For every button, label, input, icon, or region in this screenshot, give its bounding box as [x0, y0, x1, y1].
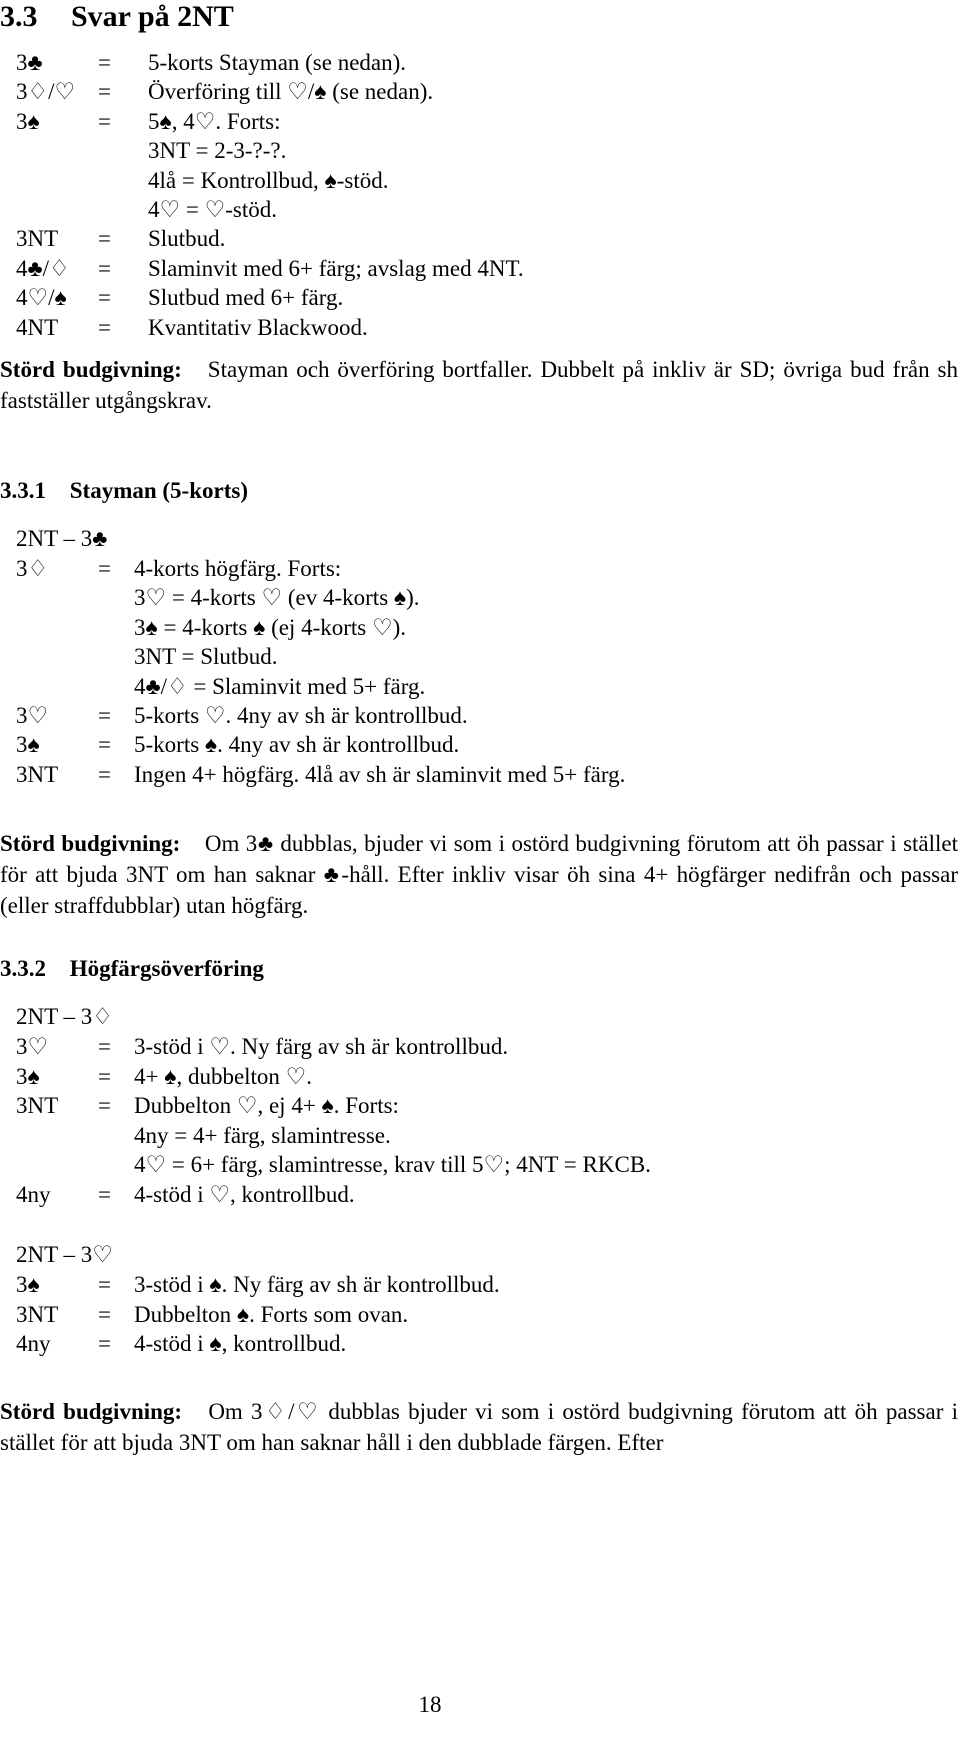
- section-number: 3.3: [0, 0, 38, 33]
- continuation-cell: 3♡ = 4-korts ♡ (ev 4-korts ♠).: [134, 585, 420, 611]
- bid-cell: 3NT: [16, 761, 59, 787]
- continuation-cell: 4ny = 4+ färg, slamintresse.: [134, 1122, 391, 1148]
- equals-cell: =: [98, 50, 111, 75]
- meaning-cell: 5-korts ♡. 4ny av sh är kontrollbud.: [134, 703, 468, 728]
- continuation-cell: 3NT = 2-3-?-?.: [148, 138, 287, 164]
- bid-cell: 3♠: [16, 108, 40, 134]
- equals-cell: =: [98, 1331, 111, 1357]
- interference-paragraph-3: [0, 1396, 958, 1458]
- meaning-cell: Dubbelton ♡, ej 4+ ♠. Forts:: [134, 1093, 399, 1119]
- meaning-cell: Slutbud med 6+ färg.: [148, 285, 344, 311]
- continuation-cell: 4♡ = 6+ färg, slamintresse, krav till 5♡; 4NT = RKCB.: [134, 1152, 651, 1178]
- bid-cell: 3NT: [16, 226, 59, 252]
- meaning-cell: 4-korts högfärg. Forts:: [134, 556, 342, 581]
- equals-cell: =: [98, 79, 111, 105]
- meaning-cell: 5♠, 4♡. Forts:: [148, 108, 281, 134]
- subsection-number: 3.3.2: [0, 956, 46, 981]
- bid-cell: 3NT: [16, 1301, 59, 1327]
- equals-cell: =: [98, 1301, 111, 1327]
- meaning-cell: Slutbud.: [148, 226, 226, 252]
- subsection-heading-stayman: [0, 478, 248, 504]
- equals-cell: =: [98, 255, 111, 281]
- interference-paragraph-1: [0, 354, 958, 416]
- meaning-cell: 5-korts ♠. 4ny av sh är kontrollbud.: [134, 732, 460, 758]
- interference-text: Stayman och överföring bortfaller. Dubbelt på inkliv är SD; övriga bud från sh fastställer utgångskrav.: [0, 357, 958, 413]
- bid-cell: 4♡/♠: [16, 285, 67, 311]
- continuation-cell: 3NT = Slutbud.: [134, 644, 278, 670]
- equals-cell: =: [98, 556, 111, 581]
- equals-cell: =: [98, 732, 111, 758]
- interference-paragraph-2: [0, 828, 958, 921]
- meaning-cell: 3-stöd i ♡. Ny färg av sh är kontrollbud.: [134, 1034, 509, 1059]
- meaning-cell: 5-korts Stayman (se nedan).: [148, 50, 407, 75]
- equals-cell: =: [98, 703, 111, 728]
- bid-cell: 4NT: [16, 314, 59, 340]
- page-number: 18: [418, 1692, 442, 1717]
- subsection-heading-transfer: [0, 956, 264, 982]
- meaning-cell: Överföring till ♡/♠ (se nedan).: [148, 79, 434, 105]
- interference-label: Störd budgivning:: [0, 1399, 183, 1424]
- subsection-title: Högfärgsöverföring: [69, 956, 264, 981]
- bid-cell: 4♣/♢: [16, 255, 70, 281]
- equals-cell: =: [98, 108, 111, 134]
- bid-cell: 3NT: [16, 1093, 59, 1119]
- bid-cell: 3♡: [16, 703, 49, 728]
- continuation-cell: 4lå = Kontrollbud, ♠-stöd.: [148, 167, 389, 193]
- equals-cell: =: [98, 761, 111, 787]
- bid-sequence: 2NT – 3♡: [16, 1242, 113, 1267]
- interference-text: Om 3♣ dubblas, bjuder vi som i ostörd budgivning förutom att öh passar i stället för att bjuda 3NT om han saknar ♣-håll. Efter inkliv visar öh sina 4+ högfärger nedifrån och passar (eller straffdubblar) utan högfärg.: [0, 831, 958, 918]
- equals-cell: =: [98, 1063, 111, 1089]
- bid-cell: 3♠: [16, 1272, 40, 1297]
- interference-text: Om 3♢/♡ dubblas bjuder vi som i ostörd budgivning förutom att öh passar i stället för att bjuda 3NT om han saknar håll i den dubblade färgen. Efter: [0, 1399, 958, 1455]
- bid-sequence: 2NT – 3♢: [16, 1004, 113, 1029]
- equals-cell: =: [98, 1182, 111, 1207]
- bid-sequence: 2NT – 3♣: [16, 526, 108, 551]
- meaning-cell: 4-stöd i ♠, kontrollbud.: [134, 1331, 347, 1357]
- meaning-cell: Ingen 4+ högfärg. 4lå av sh är slaminvit med 5+ färg.: [134, 761, 626, 787]
- interference-label: Störd budgivning:: [0, 831, 181, 856]
- meaning-cell: 4-stöd i ♡, kontrollbud.: [134, 1182, 355, 1207]
- meaning-cell: Kvantitativ Blackwood.: [148, 314, 368, 340]
- bid-cell: 3♠: [16, 1063, 40, 1089]
- bid-cell: 3♢/♡: [16, 79, 76, 105]
- equals-cell: =: [98, 1093, 111, 1119]
- bid-cell: 3♢: [16, 556, 49, 581]
- bid-cell: 4ny: [16, 1331, 51, 1357]
- subsection-number: 3.3.1: [0, 478, 46, 503]
- section-heading: [0, 0, 234, 34]
- equals-cell: =: [98, 285, 111, 311]
- meaning-cell: 4+ ♠, dubbelton ♡.: [134, 1063, 313, 1089]
- continuation-cell: 4♣/♢ = Slaminvit med 5+ färg.: [134, 673, 426, 699]
- subsection-title: Stayman (5-korts): [69, 478, 248, 503]
- bid-cell: 4ny: [16, 1182, 51, 1207]
- equals-cell: =: [98, 226, 111, 252]
- meaning-cell: Slaminvit med 6+ färg; avslag med 4NT.: [148, 255, 524, 281]
- meaning-cell: Dubbelton ♠. Forts som ovan.: [134, 1301, 409, 1327]
- continuation-cell: 4♡ = ♡-stöd.: [148, 197, 277, 222]
- interference-label: Störd budgivning:: [0, 357, 182, 382]
- bid-cell: 3♣: [16, 50, 43, 75]
- continuation-cell: 3♠ = 4-korts ♠ (ej 4-korts ♡).: [134, 614, 407, 640]
- meaning-cell: 3-stöd i ♠. Ny färg av sh är kontrollbud.: [134, 1272, 500, 1297]
- bid-cell: 3♡: [16, 1034, 49, 1059]
- equals-cell: =: [98, 1272, 111, 1297]
- equals-cell: =: [98, 1034, 111, 1059]
- equals-cell: =: [98, 314, 111, 340]
- bid-cell: 3♠: [16, 732, 40, 758]
- section-title: Svar på 2NT: [71, 0, 234, 33]
